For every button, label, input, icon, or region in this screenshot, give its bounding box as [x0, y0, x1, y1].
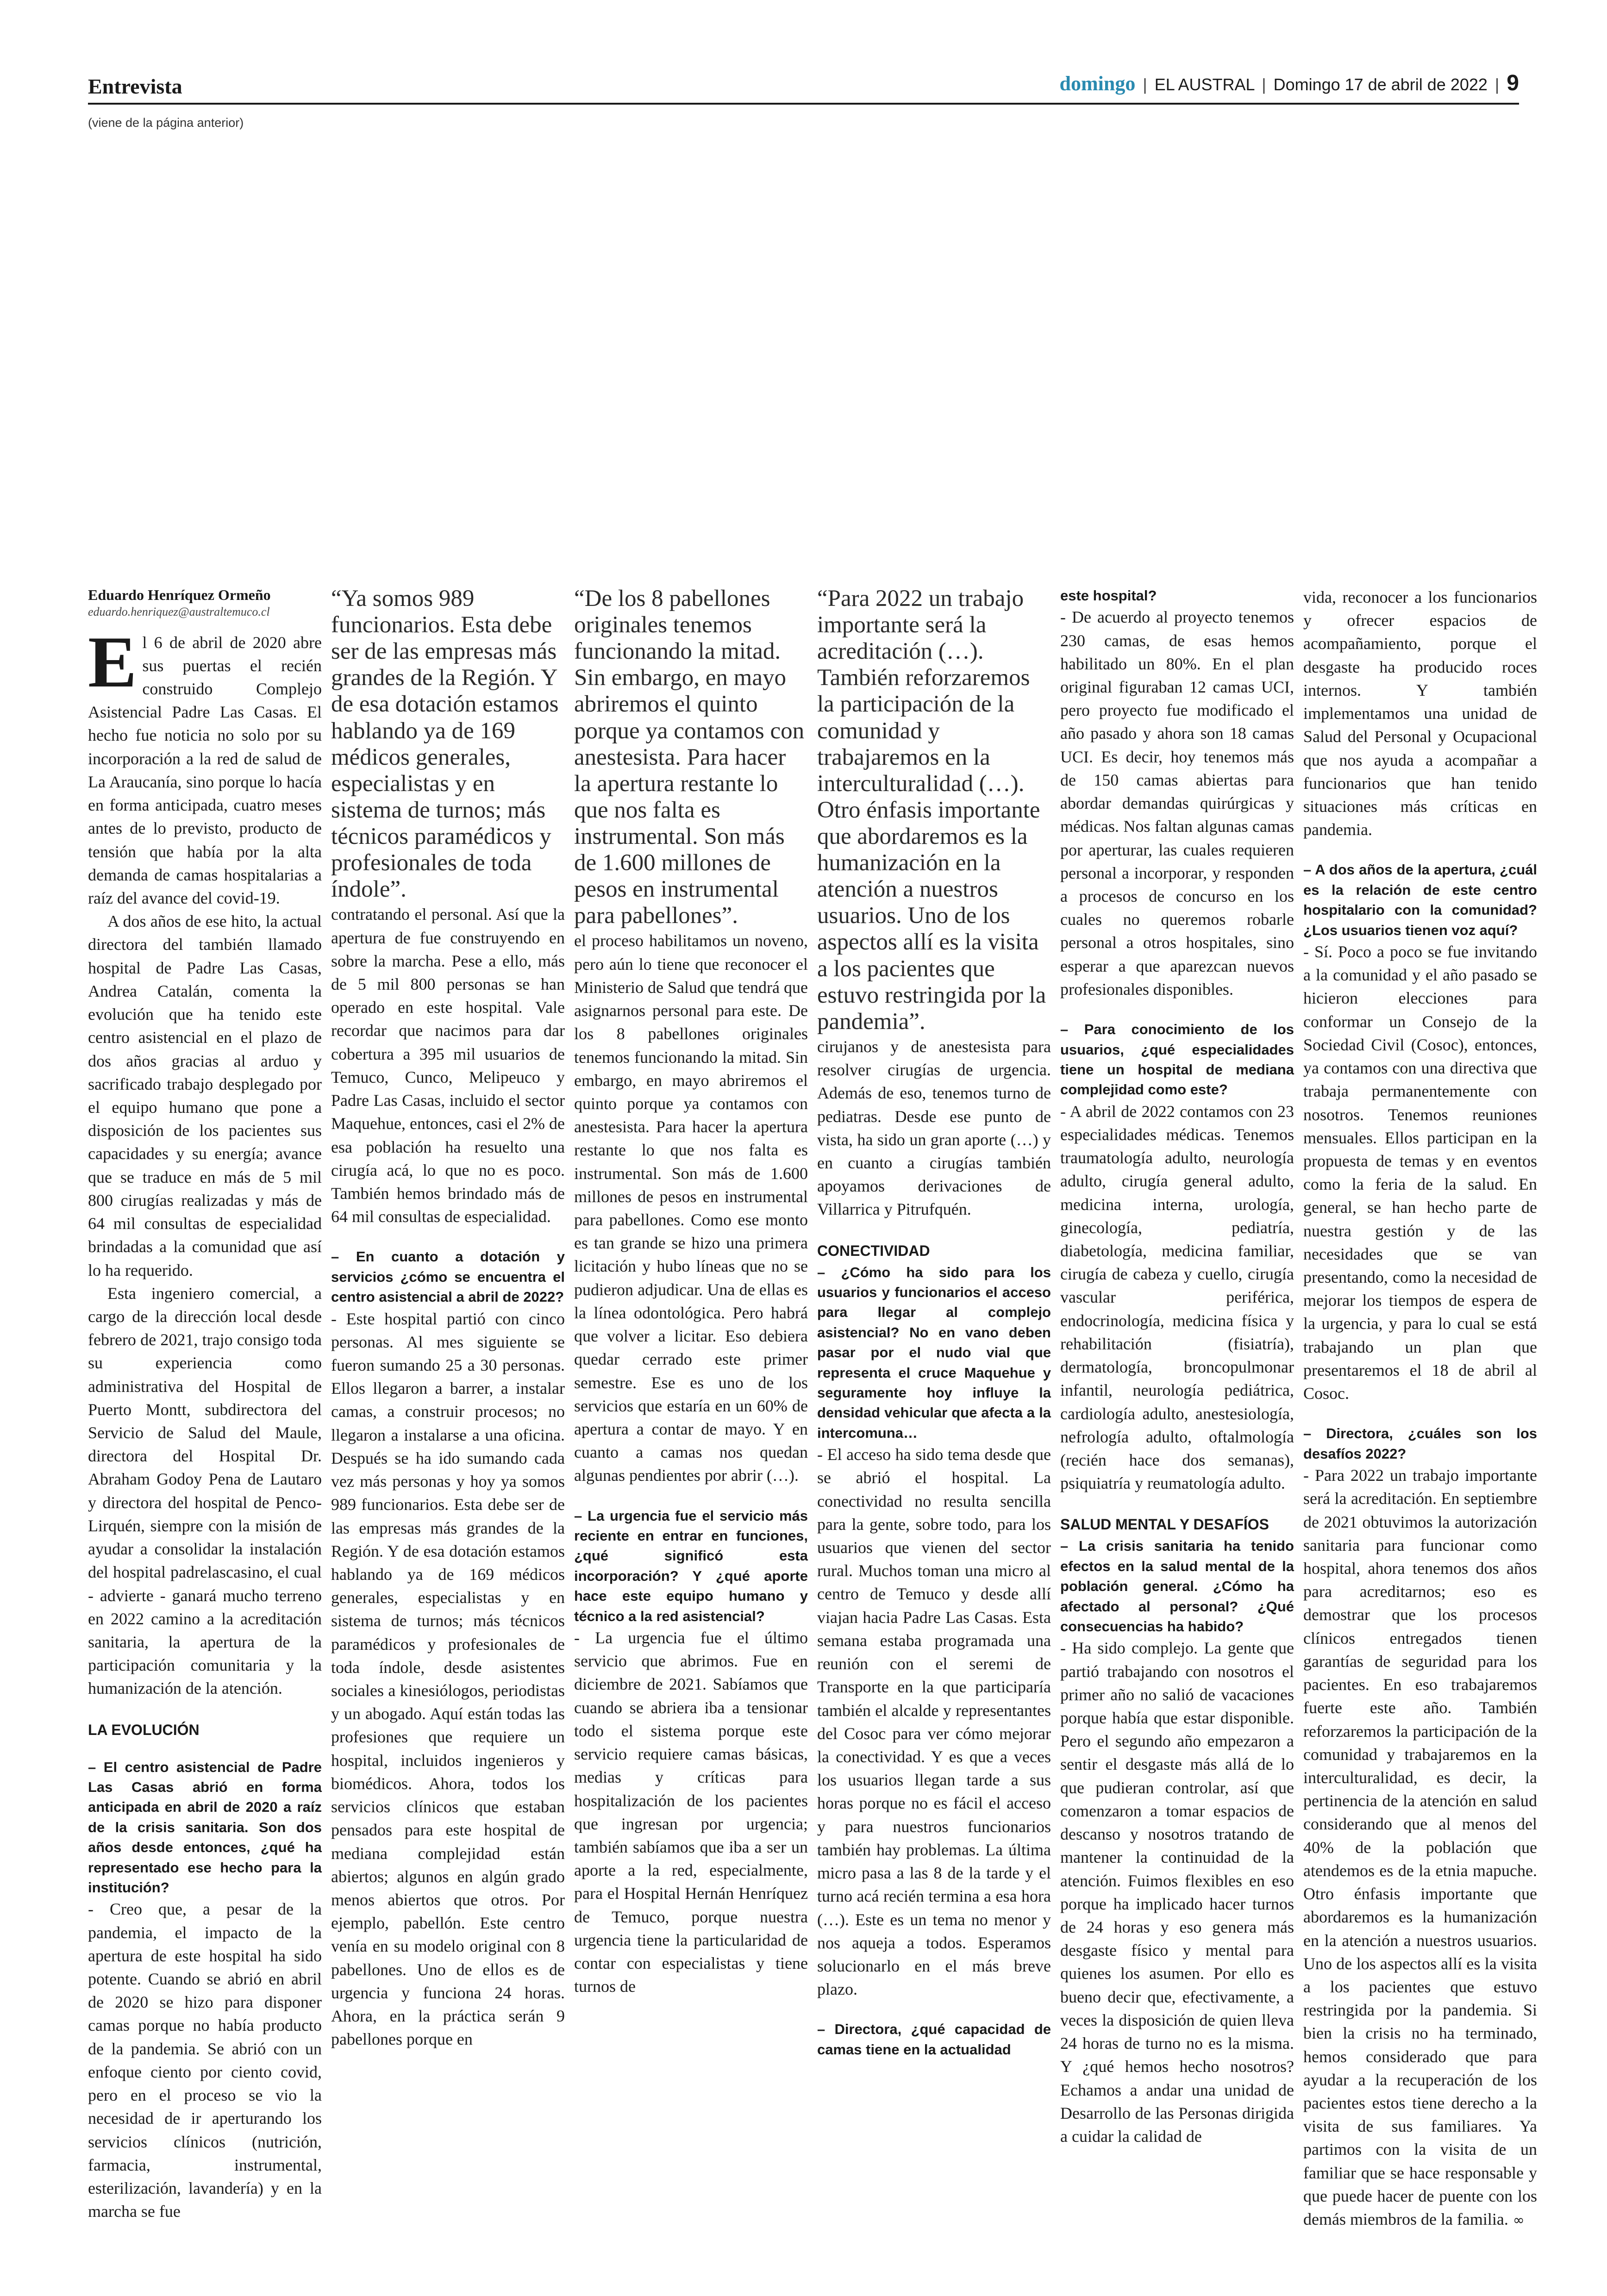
interview-answer: - De acuerdo al proyecto tenemos 230 camas, de esas hemos habilitado un 80%. En el plan original figuraban 12 camas UCI, pero proyecto fue modificado el año pasado y ahora son 18 camas UCI. Es decir, hoy tenemos más de 150 camas abiertas para abordar demandas quirúrgicas y médicas. Nos faltan algunas camas por aperturar, las cuales requieren personal a incorporar, y responden a procesos de concurso en los cuales no queremos robarle personal a otros hospitales, sino esperar a que aparezcan nuevos profesionales disponibles. [1060, 608, 1294, 998]
interview-question: – ¿Cómo ha sido para los usuarios y funcionarios el acceso para llegar al complejo asistencial? No en vano deben pasar por el nudo vial que representa el cruce Maquehue y seguramente hoy influye la densidad vehicular que afecta a la intercomuna… [817, 1264, 1051, 1441]
interview-question: – En cuanto a dotación y servicios ¿cómo se encuentra el centro asistencial a abril de 2022? [331, 1248, 565, 1305]
interview-answer [1303, 1464, 1537, 2231]
page-number: 9 [1507, 71, 1519, 95]
interview-question: – Para conocimiento de los usuarios, ¿qué especialidades tiene un hospital de mediana complejidad como este? [1060, 1021, 1294, 1098]
interview-question: – La crisis sanitaria ha tenido efectos en la salud mental de la población general. ¿Cómo ha afectado al personal? ¿Qué consecuencias ha habido? [1060, 1538, 1294, 1635]
interview-answer: - Ha sido complejo. La gente que partió trabajando con nosotros el primer año no salió de vacaciones porque había que estar disponible. Pero el segundo año empezaron a sentir el desgaste más allá de lo que pudieran controlar, así que comenzaron a tomar espacios de descanso y nosotros tratando de mantener la continuidad de la atención. Fuimos flexibles en eso porque ha implicado hacer turnos de 24 horas y eso genera más desgaste físico y mental para quienes los asumen. Por ello es bueno decir que, efectivamente, a veces la disposición de quien lleva 24 horas de turno no es la misma. Y ¿qué hemos hecho nosotros? Echamos a andar una unidad de Desarrollo de las Personas dirigida a cuidar la calidad de [1060, 1639, 1294, 2146]
column-3 [574, 586, 808, 1998]
interview-answer: cirujanos y de anestesista para resolver cirugías de urgencia. Además de eso, tenemos turno de pediatras. Desde ese punto de vista, ha sido un gran aporte (…) y en cuanto a cirugías también apoyamos derivaciones de Villarrica y Pitrufquén. [817, 1037, 1051, 1219]
interview-answer: contratando el personal. Así que la apertura de fue construyendo en sobre la marcha. Pese a ello, más de 5 mil 800 personas se han operado en este hospital. Vale recordar que nacimos para dar cobertura a 395 mil usuarios de Temuco, Cunco, Melipeuco y Padre Las Casas, incluido el sector Maquehue, entonces, casi el 2% de esa población ha resuelto una cirugía acá, lo que no es poco. También hemos brindado más de 64 mil consultas de especialidad. [331, 905, 565, 1226]
interview-answer: - Creo que, a pesar de la pandemia, el impacto de la apertura de este hospital ha sido potente. Cuando se abrió en abril de 2020 se hizo para disponer camas porque no había producto de la pandemia. Se abrió con un enfoque ciento por ciento covid, pero en el proceso se vio la necesidad de ir aperturando los servicios clínicos (nutrición, farmacia, instrumental, esterilización, lavandería) y en la marcha se fue [88, 1900, 322, 2221]
subheading: CONECTIVIDAD [817, 1242, 930, 1259]
pull-quote: “De los 8 pabellones originales tenemos funcionando la mitad. Sin embargo, en mayo abriremos el quinto porque ya contamos con anestesista. Para hacer la apertura restante lo que nos falta es instrumental. Son más de 1.600 millones de pesos en instrumental para pabellones”. [574, 586, 805, 929]
column-5 [1060, 586, 1294, 2148]
interview-answer: - El acceso ha sido tema desde que se abrió el hospital. La conectividad no resulta sencilla para la gente, sobre todo, para los usuarios que vienen del sector rural. Muchos toman una micro al centro de Temuco y desde allí viajan hacia Padre Las Casas. Esta semana estaba programada una reunión con el seremi de Transporte en la que participaría también el alcalde y representantes del Cosoc para ver cómo mejorar la conectividad. Y es que a veces los usuarios llegan tarde a sus horas porque no es fácil el acceso y para nuestros funcionarios también hay problemas. La última micro pasa a las 8 de la tarde y el turno acá recién termina a esa hora (…). Este es un tema no menor y nos aqueja a todos. Esperamos solucionarlo en el más breve plazo. [817, 1445, 1051, 1999]
column-1 [88, 586, 322, 2223]
section-title: Entrevista [88, 75, 182, 98]
interview-question: – A dos años de la apertura, ¿cuál es la relación de este centro hospitalario con la comunidad? ¿Los usuarios tienen voz aquí? [1303, 861, 1537, 938]
masthead-info: domingo | EL AUSTRAL | Domingo 17 de abril de 2022 | 9 [1059, 71, 1519, 95]
issue-date: Domingo 17 de abril de 2022 [1273, 75, 1488, 94]
interview-question: este hospital? [1060, 587, 1157, 604]
subheading: LA EVOLUCIÓN [88, 1721, 200, 1738]
interview-question: – El centro asistencial de Padre Las Casas abrió en forma anticipada en abril de 2020 a raíz de la crisis sanitaria. Son dos años desde entonces, ¿qué ha representado ese hecho para la institución? [88, 1759, 322, 1896]
subheading: SALUD MENTAL Y DESAFÍOS [1060, 1516, 1269, 1533]
column-2 [331, 586, 565, 2051]
header-rule [88, 103, 1519, 105]
column-6 [1303, 586, 1537, 2231]
pull-quote: “Ya somos 989 funcionarios. Esta debe ser de las empresas más grandes de la Región. Y de esa dotación estamos hablando ya de 169 médicos generales, especialistas y en sistema de turnos; más técnicos paramédicos y profesionales de toda índole”. [331, 586, 559, 903]
continued-note: (viene de la página anterior) [88, 116, 244, 130]
article-paragraph: El 6 de abril de 2020 abre sus puertas el recién construido Complejo Asistencial Padre Las Casas. El hecho fue noticia no solo por su incorporación a la red de salud de La Araucanía, sino porque lo hacía en forma anticipada, cuatro meses antes de lo previsto, producto de tensión que había por la alta demanda de camas hospitalarias a raíz del avance del covid-19. [88, 621, 322, 907]
interview-question: – Directora, ¿cuáles son los desafíos 2022? [1303, 1425, 1537, 1462]
interview-answer: el proceso habilitamos un noveno, pero aún lo tiene que reconocer el Ministerio de Salud que tendrá que asignarnos personal para este. De los 8 pabellones originales tenemos funcionando la mitad. Sin embargo, en mayo abriremos el quinto porque ya contamos con anestesista. Para hacer la apertura restante lo que nos falta es instrumental. Son más de 1.600 millones de pesos en instrumental para pabellones. Como ese monto es tan grande se hizo una primera licitación y hubo líneas que no se pudieron adjudicar. Una de ellas es la línea odontológica. Pero habrá que volver a licitar. Eso debiera quedar cerrado este primer semestre. Ese es uno de los servicios que estaría en un 60% de apertura a contar de mayo. Y en cuanto a camas nos quedan algunas pendientes por abrir (…). [574, 931, 808, 1485]
author-name: Eduardo Henríquez Ormeño [88, 586, 271, 603]
interview-answer: - La urgencia fue el último servicio que abrimos. Fue en diciembre de 2021. Sabíamos que cuando se abriera iba a tensionar todo el sistema porque este servicio requiere camas básicas, medias y críticas para hospitalización de los pacientes que ingresan por urgencia; también sabíamos que iba a ser un aporte a la red, especialmente, para el Hospital Hernán Henríquez de Temuco, porque nuestra urgencia tiene la particularidad de contar con especialistas y tiene turnos de [574, 1628, 808, 1996]
column-4 [817, 586, 1051, 2059]
interview-question: – Directora, ¿qué capacidad de camas tiene en la actualidad [817, 2021, 1051, 2058]
interview-answer: - Sí. Poco a poco se fue invitando a la comunidad y el año pasado se hicieron elecciones para conformar un Consejo de la Sociedad Civil (Cosoc), entonces, ya contamos con una directiva que trabaja permanentemente con nosotros. Tenemos reuniones mensuales. Ellos participan en la propuesta de temas y en eventos como la feria de la salud. En general, se han hecho parte de nuestra gestión y de las necesidades que se van presentando, como la necesidad de mejorar los tiempos de espera de la urgencia, y para lo cual se está trabajando un plan que presentaremos el 18 de abril al Cosoc. [1303, 942, 1537, 1403]
interview-answer: - Este hospital partió con cinco personas. Al mes siguiente se fueron sumando 25 a 30 personas. Ellos llegaron a barrer, a instalar camas, a construir procesos; no llegaron a instalarse a una oficina. Después se ha ido sumando cada vez más personas y hoy ya somos 989 funcionarios. Esta debe ser de las empresas más grandes de la Región. Y de esa dotación estamos hablando ya de 169 médicos generales, especialistas y en sistema de turnos; más técnicos paramédicos y profesionales de toda índole, desde asistentes sociales a kinesiólogos, periodistas y un abogado. Aquí están todas las profesiones que requiere un hospital, incluidos ingenieros y biomédicos. Ahora, todos los servicios clínicos que estaban pensados para este hospital de mediana complejidad están abiertos; algunos en algún grado menos abiertos que otros. Por ejemplo, pabellón. Este centro venía en su modelo original con 8 pabellones. Uno de ellos es de urgencia y funciona 24 horas. Ahora, en la práctica serán 9 pabellones porque en [331, 1309, 565, 2049]
interview-answer: vida, reconocer a los funcionarios y ofrecer espacios de acompañamiento, porque el desgaste ha producido roces internos. Y también implementamos una unidad de Salud del Personal y Ocupacional que nos ayuda a acompañar a funcionarios que han tenido situaciones más críticas en pandemia. [1303, 588, 1537, 839]
article-paragraph: A dos años de ese hito, la actual directora del también llamado hospital de Padre Las Casas, Andrea Catalán, comenta la evolución que ha tenido este centro asistencial en el plazo de dos años gracias al arduo y sacrificado trabajo desplegado por el equipo humano que pone a disposición de los pacientes sus capacidades y su energía; avance que se traduce en más de 5 mil 800 cirugías realizadas y más de 64 mil consultas de especialidad brindadas a la comunidad que así lo ha requerido. [88, 912, 322, 1279]
author-email: eduardo.henriquez@australtemuco.cl [88, 605, 270, 618]
interview-answer: - A abril de 2022 contamos con 23 especialidades médicas. Tenemos traumatología adulto, neurología adulto, cirugía general adulto, medicina interna, urología, ginecología, pediatría, diabetología, medicina familiar, cirugía de cabeza y cuello, cirugía vascular periférica, endocrinología, medicina física y rehabilitación (fisiatría), dermatología, broncopulmonar infantil, neurología pediátrica, cardiología adulto, anestesiología, nefrología adulto, oftalmología (recién hace dos semanas), psiquiatría y reumatología adulto. [1060, 1102, 1294, 1493]
newspaper-name: EL AUSTRAL [1154, 75, 1255, 94]
pull-quote: “Para 2022 un trabajo importante será la acreditación (…). También reforzaremos la participación de la comunidad y trabajaremos en la interculturalidad (…). Otro énfasis importante que abordaremos es la humanización en la atención a nuestros usuarios. Uno de los aspectos allí es la visita a los pacientes que estuvo restringida por la pandemia”. [817, 586, 1046, 1035]
interview-question: – La urgencia fue el servicio más reciente en entrar en funciones, ¿qué significó esta incorporación? Y ¿qué aporte hace este equipo humano y técnico a la red asistencial? [574, 1507, 808, 1624]
brand-name: domingo [1059, 72, 1136, 95]
final-answer-text: - Para 2022 un trabajo importante será la acreditación. En septiembre de 2021 obtuvimos la autorización sanitaria para funcionar como hospital, ahora tenemos dos años para acreditarnos; eso es demostrar que los procesos clínicos entregados tienen garantías de seguridad para los pacientes. En eso trabajaremos fuerte este año. También reforzaremos la participación de la comunidad y trabajaremos en la interculturalidad, es decir, la pertinencia de la atención en salud considerando que al menos del 40% de la población que atendemos es de la etnia mapuche. Otro énfasis importante que abordaremos es la humanización en la atención a nuestros usuarios. Uno de los aspectos allí es la visita a los pacientes que estuvo restringida por la pandemia. Si bien la crisis no ha terminado, hemos considerado que para ayudar a la recuperación de los pacientes estos tiene derecho a la visita de sus familiares. Ya partimos con la visita de un familiar que se hace responsable y que puede hacer de puente con los demás miembros de la familia. [1303, 1466, 1537, 2229]
end-mark-icon: ∞ [1513, 2212, 1525, 2229]
article-paragraph: Esta ingeniero comercial, a cargo de la dirección local desde febrero de 2021, trajo consigo toda su experiencia como administrativa del Hospital de Puerto Montt, subdirectora del Servicio de Salud del Maule, directora del Hospital Dr. Abraham Godoy Pena de Lautaro y directora del hospital de Penco-Lirquén, siempre con la misión de ayudar a consolidar la instalación del hospital padrelascasino, el cual - advierte - ganará mucho terreno en 2022 camino a la acreditación sanitaria, la apertura de la participación comunitaria y la humanización de la atención. [88, 1284, 322, 1698]
